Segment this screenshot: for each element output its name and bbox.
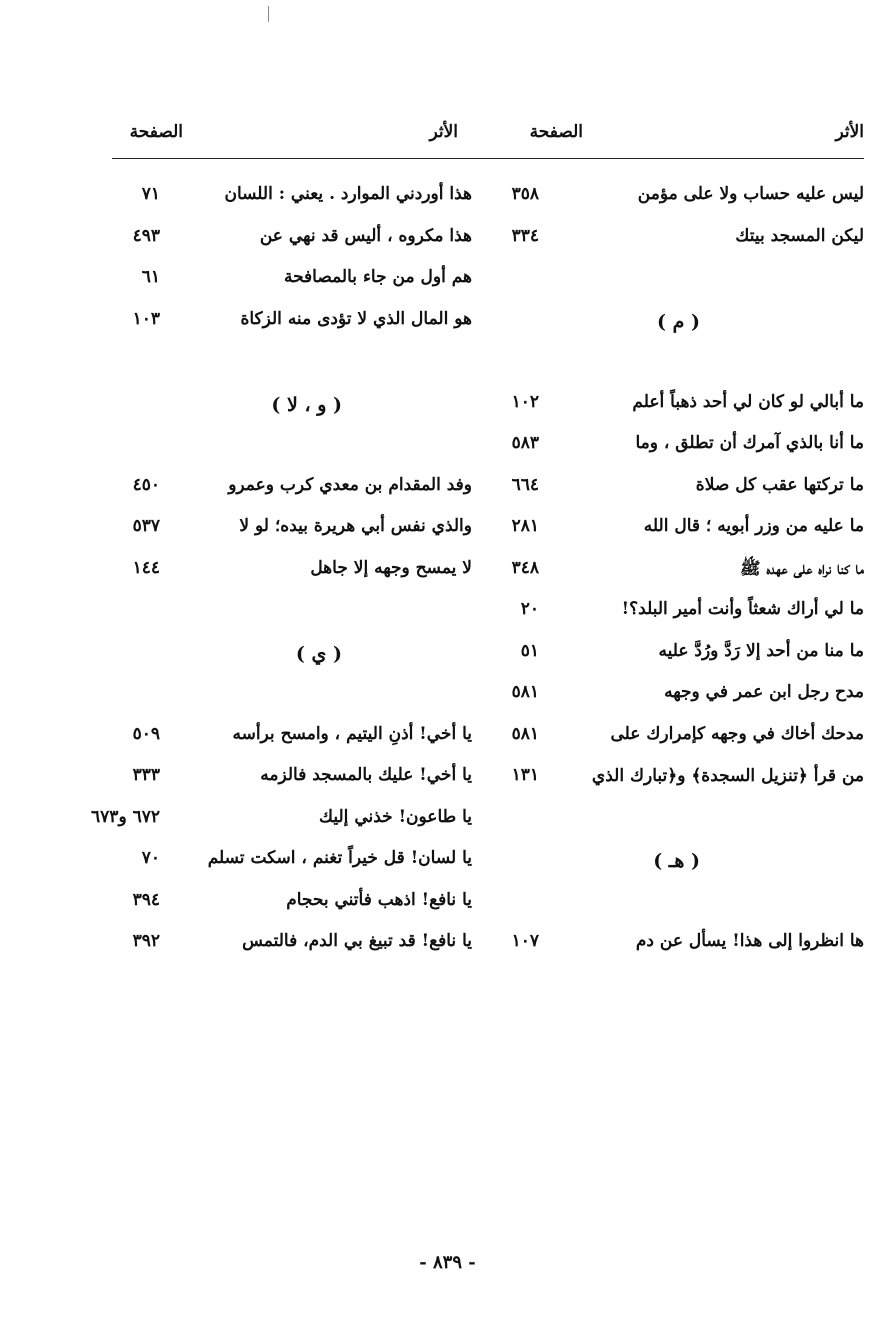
index-entry — [112, 178, 472, 220]
header-safha-right: الصفحة — [529, 122, 583, 142]
header-athar-left: الأثر — [429, 122, 458, 142]
entry-page: ٥٠٩ — [132, 723, 160, 744]
index-entry — [500, 718, 864, 760]
index-entry — [500, 469, 864, 511]
entry-text: ما عليه من وزر أبويه ؛ قال الله — [643, 516, 864, 536]
entry-text: هو المال الذي لا تؤدى منه الزكاة — [240, 308, 472, 329]
entry-page: ٣٩٢ — [132, 931, 160, 951]
entry-text: يا لسان! قل خيراً تغنم ، اسكت تسلم — [207, 848, 472, 868]
blank-row — [500, 801, 864, 843]
section-heading — [500, 842, 864, 884]
entry-text: يا طاعون! خذني إليك — [319, 806, 472, 827]
index-entry — [500, 552, 864, 594]
section-letter: ( ي ) — [295, 642, 342, 665]
index-entry — [112, 261, 472, 303]
entry-text: هذا مكروه ، أليس قد نهي عن — [259, 225, 472, 246]
blank-row — [112, 593, 472, 635]
entry-text: يا أخي! عليك بالمسجد فالزمه — [260, 765, 472, 785]
index-entry — [112, 552, 472, 594]
index-entry — [500, 386, 864, 428]
index-entry — [500, 925, 864, 967]
section-heading — [500, 303, 864, 345]
index-entry — [91, 801, 472, 843]
entry-text: مدح رجل ابن عمر في وجهه — [664, 682, 864, 702]
entry-text: هذا أوردني الموارد . يعني : اللسان — [224, 184, 472, 204]
index-entry — [112, 469, 472, 511]
blank-row — [500, 884, 864, 926]
entry-text: ما تركتها عقب كل صلاة — [695, 474, 864, 495]
index-entry — [500, 427, 864, 469]
entry-page: ٦٧٢ و٦٧٣ — [91, 806, 160, 827]
entry-page: ٥١ — [520, 640, 539, 661]
entry-text: وفد المقدام بن معدي كرب وعمرو — [228, 474, 472, 495]
entry-text: ما كنا نراه على عهده ﷺ — [740, 558, 864, 579]
entry-text: ها انظروا إلى هذا! يسأل عن دم — [635, 931, 864, 951]
entry-page: ١٠٢ — [511, 391, 539, 412]
page-number: - ٨٣٩ - — [419, 1252, 476, 1273]
blank-row — [500, 344, 864, 386]
index-entry — [500, 510, 864, 552]
index-entry — [112, 220, 472, 262]
entry-text: لا يمسح وجهه إلا جاهل — [310, 557, 472, 578]
index-entry — [112, 884, 472, 926]
entry-text: والذي نفس أبي هريرة بيده؛ لو لا — [239, 516, 472, 536]
entry-page: ٥٣٧ — [132, 516, 160, 536]
entry-text: يا أخي! أذنِ اليتيم ، وامسح برأسه — [232, 723, 472, 744]
index-entry — [112, 303, 472, 345]
blank-row — [112, 676, 472, 718]
entry-text: ما منا من أحد إلا رَدَّ ورُدَّ عليه — [658, 640, 864, 661]
entry-page: ١٠٣ — [132, 308, 160, 329]
entry-text: ليس عليه حساب ولا على مؤمن — [637, 184, 864, 204]
entry-page: ٦١ — [141, 267, 160, 287]
entry-text: ما أنا بالذي آمرك أن تطلق ، وما — [635, 433, 864, 453]
index-entry — [112, 759, 472, 801]
index-entry — [500, 676, 864, 718]
index-entry — [500, 759, 864, 801]
blank-row — [112, 427, 472, 469]
entry-page: ٣٣٤ — [511, 225, 539, 246]
index-entry — [500, 635, 864, 677]
blank-row — [112, 344, 472, 386]
entry-page: ٤٥٠ — [132, 474, 160, 495]
header-safha-left: الصفحة — [129, 122, 183, 142]
entry-text: هم أول من جاء بالمصافحة — [283, 267, 472, 287]
entry-page: ٦٦٤ — [511, 474, 539, 495]
entry-page: ٧٠ — [141, 848, 160, 868]
index-entry — [500, 593, 864, 635]
index-entry — [112, 718, 472, 760]
entry-page: ٣٣٣ — [132, 765, 160, 785]
entry-page: ٣٩٤ — [132, 889, 160, 910]
entry-text: يا نافع! قد تبيغ بي الدم، فالتمس — [242, 931, 472, 951]
blank-row — [500, 261, 864, 303]
header-athar-right: الأثر — [835, 122, 864, 142]
entry-page: ٣٤٨ — [511, 557, 539, 578]
index-entry — [112, 510, 472, 552]
entry-page: ٥٨١ — [511, 682, 539, 702]
entry-text: ليكن المسجد بيتك — [735, 225, 864, 246]
entry-page: ٥٨١ — [511, 723, 539, 744]
entry-page: ١٠٧ — [511, 931, 539, 951]
scan-mark — [268, 6, 269, 22]
entry-page: ٤٩٣ — [132, 225, 160, 246]
entry-page: ١٣١ — [511, 765, 539, 785]
section-heading — [112, 386, 472, 428]
left-column — [91, 178, 472, 967]
entry-page: ٢٠ — [520, 599, 539, 619]
index-entry — [500, 178, 864, 220]
entry-text: ما لي أراك شعثاً وأنت أمير البلد؟! — [621, 599, 864, 619]
entry-text: مدحك أخاك في وجهه كإمرارك على — [610, 723, 864, 744]
section-heading — [112, 635, 472, 677]
header-rule — [112, 158, 864, 159]
section-letter: ( و ، لا ) — [271, 393, 342, 416]
entry-page: ١٤٤ — [132, 557, 160, 578]
index-entry — [112, 842, 472, 884]
section-letter: ( هـ ) — [653, 850, 700, 872]
entry-text: يا نافع! اذهب فأتني بحجام — [286, 889, 472, 910]
index-entry — [112, 925, 472, 967]
entry-page: ٢٨١ — [511, 516, 539, 536]
entry-page: ٣٥٨ — [511, 184, 539, 204]
index-entry — [500, 220, 864, 262]
entry-text: ما أبالي لو كان لي أحد ذهباً أعلم — [632, 391, 864, 412]
section-letter: ( م ) — [657, 310, 700, 333]
entry-page: ٧١ — [141, 184, 160, 204]
right-column — [500, 178, 864, 967]
entry-text: من قرأ ﴿تنزيل السجدة﴾ و﴿تبارك الذي — [591, 766, 864, 786]
entry-page: ٥٨٣ — [511, 433, 539, 453]
